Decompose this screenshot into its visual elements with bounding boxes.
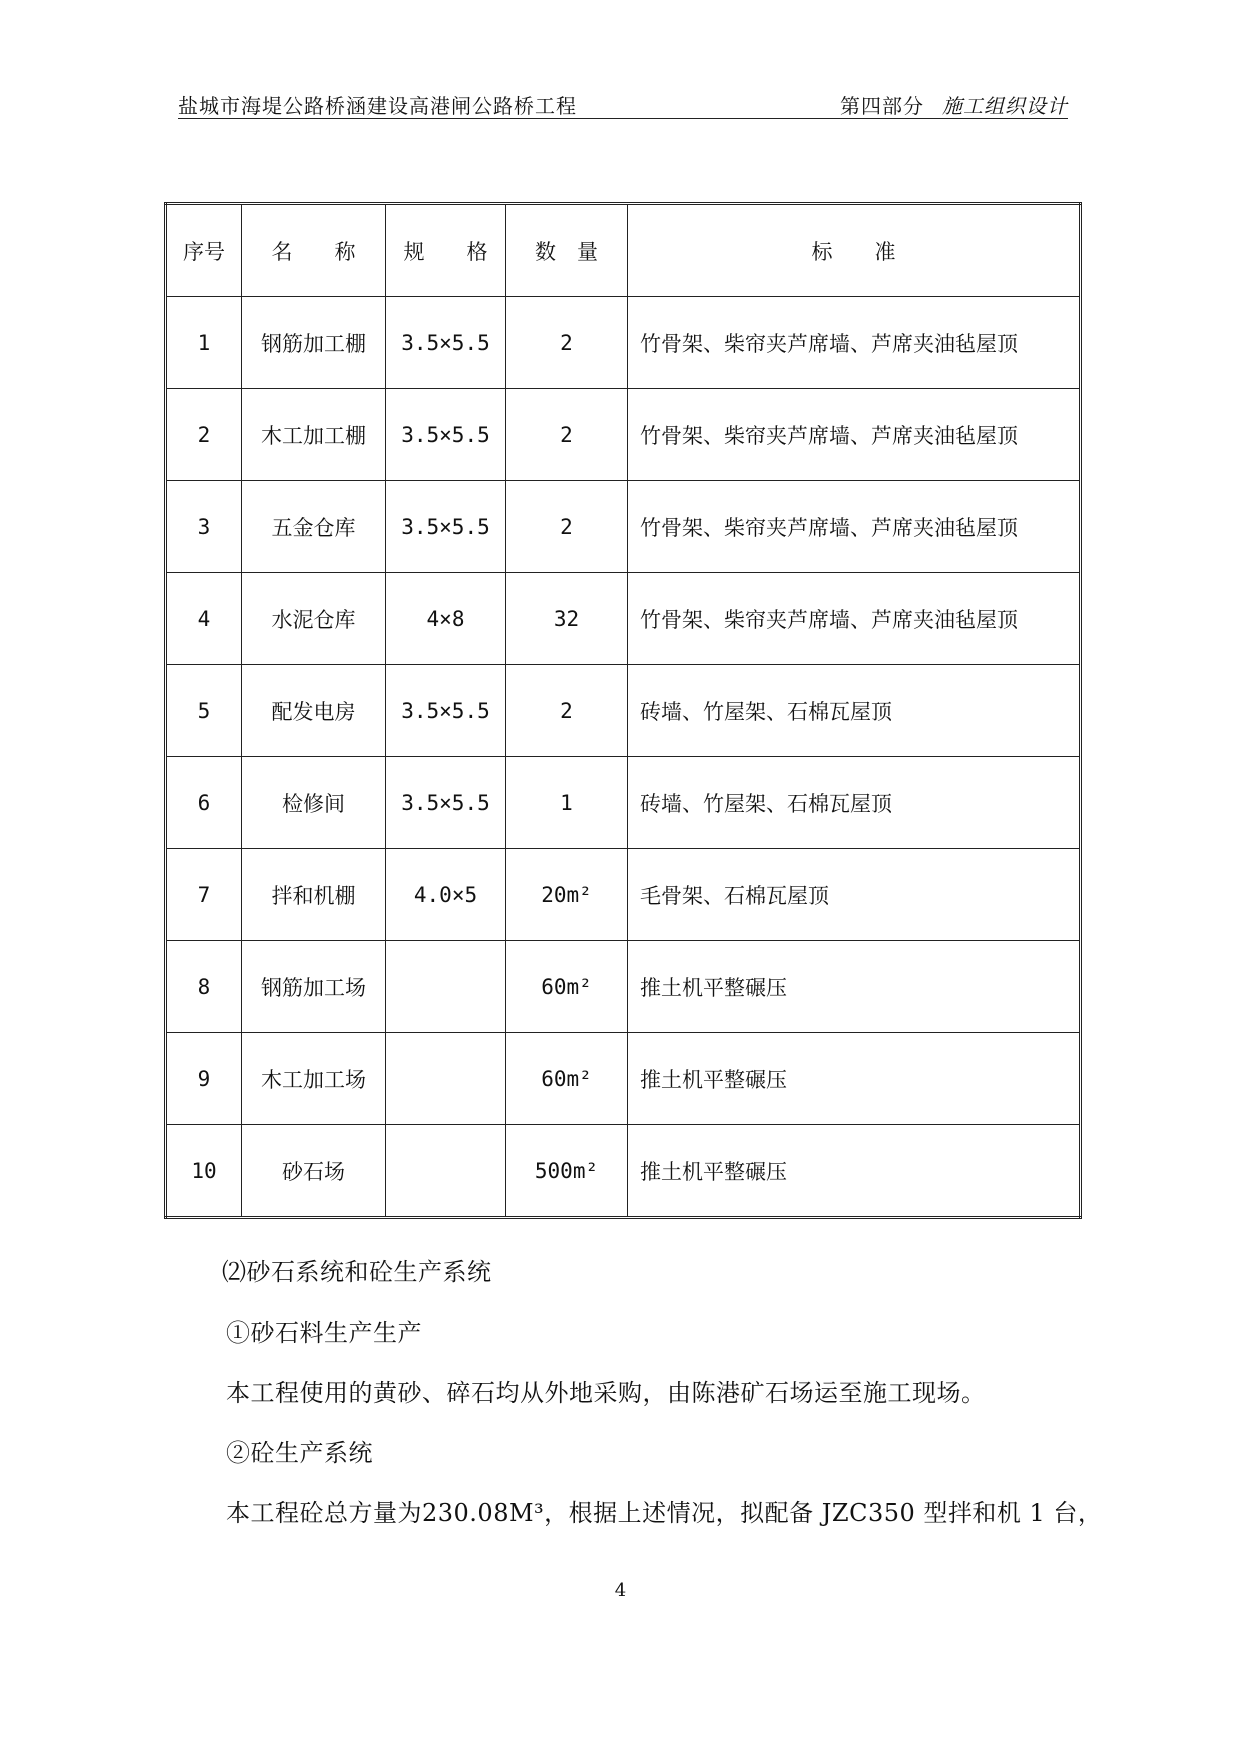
table-row — [166, 389, 1081, 481]
cell-index: 9 — [166, 1033, 242, 1125]
cell-spec: 3.5×5.5 — [386, 665, 506, 757]
cell-name: 配发电房 — [242, 665, 386, 757]
cell-index: 4 — [166, 573, 242, 665]
page-header — [178, 84, 1068, 119]
cell-index: 5 — [166, 665, 242, 757]
table-row — [166, 1125, 1081, 1218]
subheading-sand-production: ①砂石料生产生产 — [226, 1319, 422, 1347]
cell-standard: 砖墙、竹屋架、石棉瓦屋顶 — [628, 665, 1081, 757]
cell-index: 1 — [166, 297, 242, 389]
facilities-table — [164, 202, 1082, 1219]
header-project-title: 盐城市海堤公路桥涵建设高港闸公路桥工程 — [178, 94, 577, 118]
cell-index: 7 — [166, 849, 242, 941]
cell-spec — [386, 1033, 506, 1125]
cell-quantity: 60m² — [506, 941, 628, 1033]
cell-name: 水泥仓库 — [242, 573, 386, 665]
table-row — [166, 941, 1081, 1033]
cell-spec: 4.0×5 — [386, 849, 506, 941]
table-row — [166, 665, 1081, 757]
cell-standard: 毛骨架、石棉瓦屋顶 — [628, 849, 1081, 941]
cell-name: 砂石场 — [242, 1125, 386, 1218]
header-cell-index: 序号 — [166, 204, 242, 297]
table-row — [166, 573, 1081, 665]
cell-spec: 3.5×5.5 — [386, 389, 506, 481]
table-row — [166, 481, 1081, 573]
header-cell-spec: 规 格 — [386, 204, 506, 297]
cell-index: 6 — [166, 757, 242, 849]
cell-quantity: 2 — [506, 389, 628, 481]
cell-spec: 3.5×5.5 — [386, 297, 506, 389]
cell-standard: 竹骨架、柴帘夹芦席墙、芦席夹油毡屋顶 — [628, 573, 1081, 665]
header-section-part: 第四部分 — [840, 94, 924, 118]
subheading-concrete-system: ②砼生产系统 — [226, 1439, 373, 1467]
cell-name: 木工加工棚 — [242, 389, 386, 481]
cell-quantity: 500m² — [506, 1125, 628, 1218]
cell-quantity: 1 — [506, 757, 628, 849]
cell-quantity: 32 — [506, 573, 628, 665]
cell-standard: 砖墙、竹屋架、石棉瓦屋顶 — [628, 757, 1081, 849]
table-row — [166, 757, 1081, 849]
table-row — [166, 849, 1081, 941]
cell-standard: 竹骨架、柴帘夹芦席墙、芦席夹油毡屋顶 — [628, 297, 1081, 389]
cell-index: 10 — [166, 1125, 242, 1218]
section-heading-sand-concrete: ⑵砂石系统和砼生产系统 — [222, 1258, 492, 1286]
header-section — [840, 90, 1068, 119]
header-cell-quantity: 数 量 — [506, 204, 628, 297]
cell-index: 8 — [166, 941, 242, 1033]
cell-quantity: 2 — [506, 297, 628, 389]
header-section-name: 施工组织设计 — [942, 94, 1068, 118]
cell-quantity: 2 — [506, 481, 628, 573]
header-cell-standard: 标 准 — [628, 204, 1081, 297]
table-row — [166, 1033, 1081, 1125]
cell-name: 检修间 — [242, 757, 386, 849]
cell-index: 2 — [166, 389, 242, 481]
cell-standard: 推土机平整碾压 — [628, 1033, 1081, 1125]
cell-standard: 竹骨架、柴帘夹芦席墙、芦席夹油毡屋顶 — [628, 481, 1081, 573]
cell-spec — [386, 941, 506, 1033]
cell-spec: 4×8 — [386, 573, 506, 665]
cell-name: 钢筋加工棚 — [242, 297, 386, 389]
table-header-row — [166, 204, 1081, 297]
paragraph-materials-source: 本工程使用的黄砂、碎石均从外地采购，由陈港矿石场运至施工现场。 — [226, 1379, 986, 1407]
cell-spec: 3.5×5.5 — [386, 757, 506, 849]
cell-name: 拌和机棚 — [242, 849, 386, 941]
paragraph-concrete-volume: 本工程砼总方量为230.08M³，根据上述情况，拟配备 JZC350 型拌和机 1 台， — [226, 1499, 1103, 1527]
page-number: 4 — [614, 1580, 627, 1601]
cell-spec — [386, 1125, 506, 1218]
cell-standard: 竹骨架、柴帘夹芦席墙、芦席夹油毡屋顶 — [628, 389, 1081, 481]
cell-quantity: 2 — [506, 665, 628, 757]
cell-name: 五金仓库 — [242, 481, 386, 573]
cell-spec: 3.5×5.5 — [386, 481, 506, 573]
cell-index: 3 — [166, 481, 242, 573]
cell-quantity: 20m² — [506, 849, 628, 941]
cell-name: 钢筋加工场 — [242, 941, 386, 1033]
cell-name: 木工加工场 — [242, 1033, 386, 1125]
header-cell-name: 名 称 — [242, 204, 386, 297]
cell-standard: 推土机平整碾压 — [628, 1125, 1081, 1218]
cell-standard: 推土机平整碾压 — [628, 941, 1081, 1033]
table-row — [166, 297, 1081, 389]
cell-quantity: 60m² — [506, 1033, 628, 1125]
